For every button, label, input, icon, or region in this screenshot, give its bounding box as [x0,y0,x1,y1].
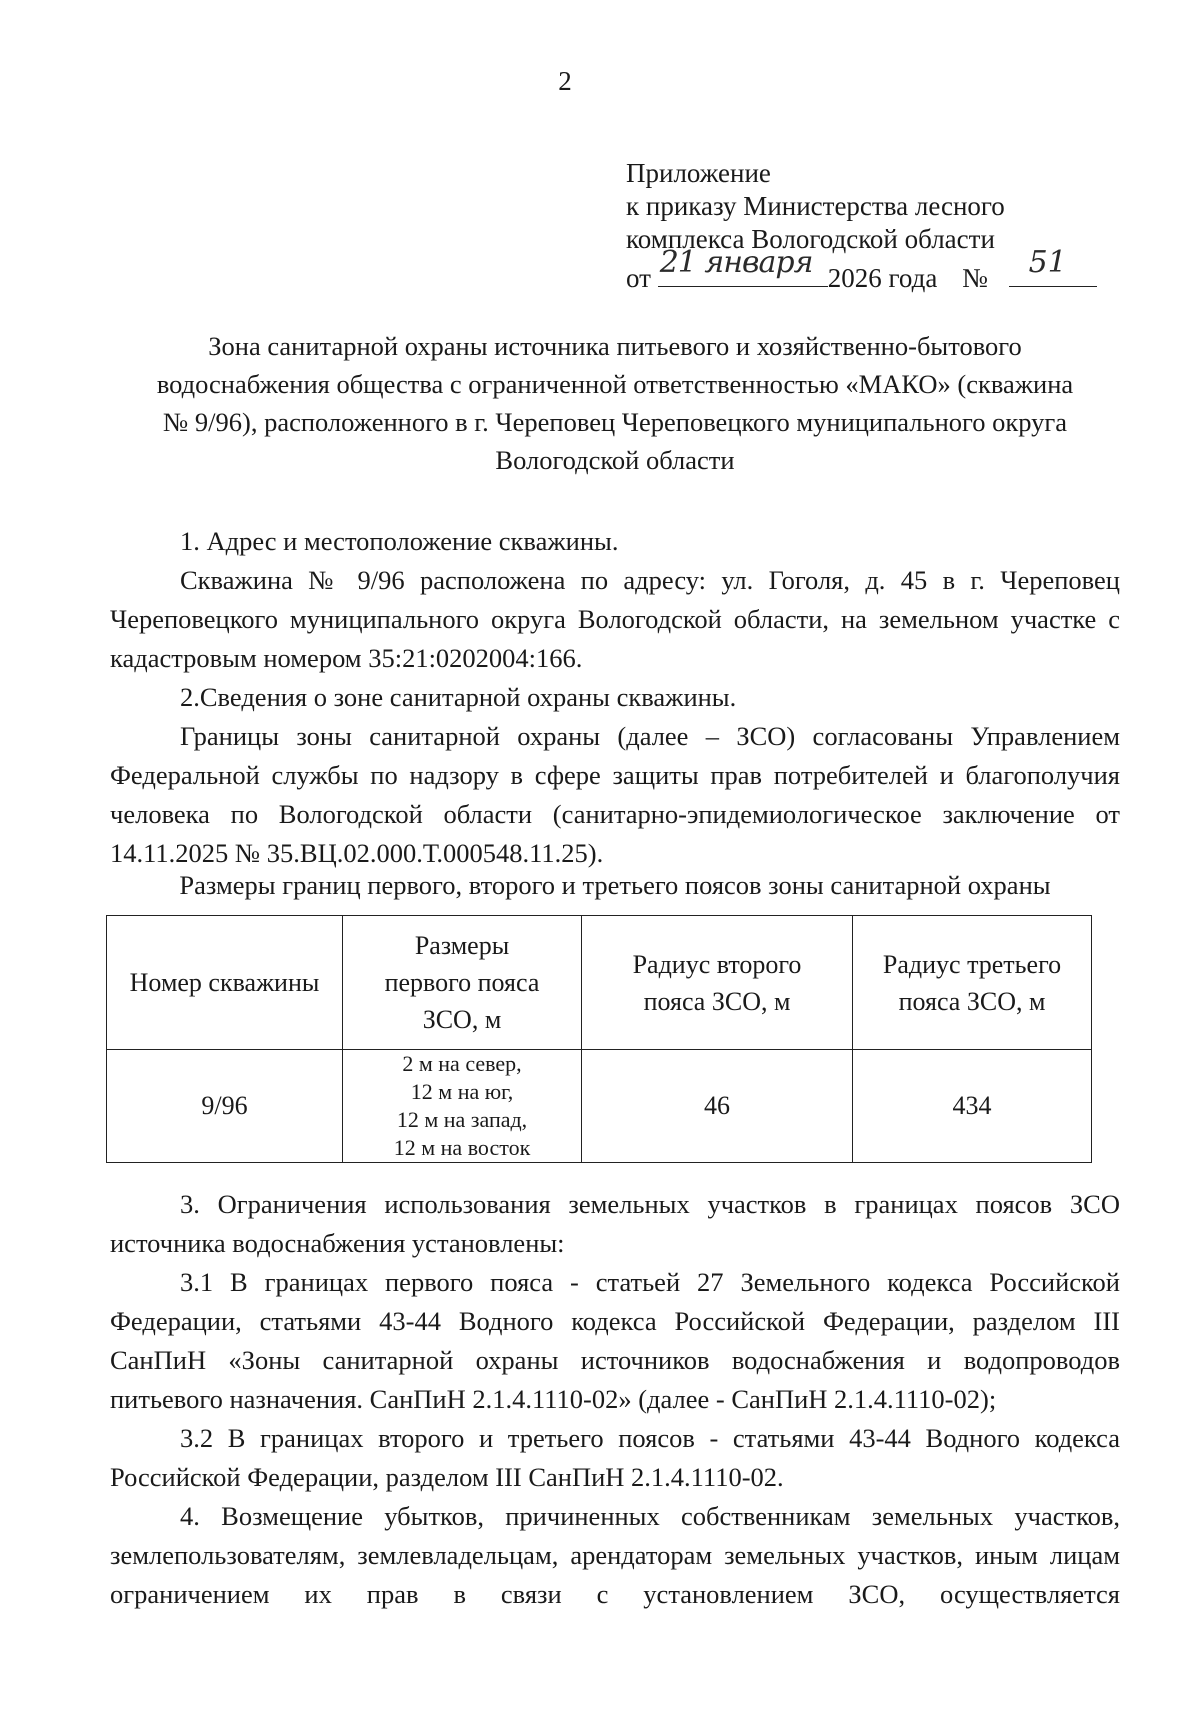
table-caption: Размеры границ первого, второго и третьего поясов зоны санитарной охраны [179,870,1051,900]
header-third-radius [853,916,1092,1050]
date-prefix: от [626,263,651,293]
sections-3-4 [110,1185,1120,1614]
table-header-row [107,916,1092,1050]
section1-text: Скважина № 9/96 расположена по адресу: ул. Гоголя, д. 45 в г. Череповец Череповецкого муниципального округа Вологодской области, на земельном участке с кадастровым номером 35:21:0202004:166. [110,565,1120,673]
header-col4-line2: пояса ЗСО, м [898,986,1046,1016]
section2-text: Границы зоны санитарной охраны (далее – ЗСО) согласованы Управлением Федеральной службы по надзору в сфере защиты прав потребителей и благополучия человека по Вологодской области (санитарно-эпидемиологическое заключение от 14.11.2025 № 35.ВЦ.02.000.Т.000548.11.25). [110,721,1120,868]
first-belt-east: 12 м на восток [393,1135,531,1160]
title-line-2: водоснабжения общества с ограниченной ответственностью «МАКО» (скважина [156,369,1074,399]
section3-item2: 3.2 В границах второго и третьего поясов - статьями 43-44 Водного кодекса Российской Федерации, разделом III СанПиН 2.1.4.1110-02. [110,1423,1120,1492]
appendix-block [626,157,1097,295]
cell-first-belt [343,1050,582,1163]
header-col1-text: Номер скважины [129,968,320,997]
appendix-line-2: к приказу Министерства лесного [626,191,1005,221]
header-col2-line3: ЗСО, м [422,1005,502,1034]
handwritten-number [1009,245,1097,287]
section2-heading: 2.Сведения о зоне санитарной охраны скважины. [180,682,737,712]
header-col3-line1: Радиус второго [632,949,802,979]
title-line-3: № 9/96), расположенного в г. Череповец Череповецкого муниципального округа [162,407,1068,437]
handwritten-date-text: 21 января [659,245,813,280]
handwritten-date [658,245,828,287]
section1-heading: 1. Адрес и местоположение скважины. [180,526,619,556]
table-row [107,1050,1092,1163]
first-belt-north: 2 м на север, [402,1051,522,1076]
header-well-number [107,916,343,1050]
zso-table [106,915,1092,1163]
appendix-date-line [626,245,1097,295]
section3-item1: 3.1 В границах первого пояса - статьей 27 Земельного кодекса Российской Федерации, статьями 43-44 Водного кодекса Российской Федерации, разделом III СанПиН «Зоны санитарной охраны источников водоснабжения и водопроводов питьевого назначения. СанПиН 2.1.4.1110-02» (далее - СанПиН 2.1.4.1110-02); [110,1267,1120,1414]
header-first-belt [343,916,582,1050]
page-number: 2 [558,66,572,96]
header-col3-line2: пояса ЗСО, м [643,986,791,1016]
header-col2-line2: первого пояса [384,968,540,997]
header-col2-line1: Размеры [414,931,510,960]
section3-heading: 3. Ограничения использования земельных участков в границах поясов ЗСО источника водоснабжения установлены: [110,1189,1120,1258]
first-belt-south: 12 м на юг, [410,1079,514,1104]
cell-well-number: 9/96 [107,1050,343,1163]
title-line-1: Зона санитарной охраны источника питьевого и хозяйственно-бытового [208,331,1022,361]
sections-1-2 [110,522,1120,873]
year-text: 2026 года [827,263,938,293]
first-belt-west: 12 м на запад, [396,1107,528,1132]
appendix-line-3: комплекса Вологодской области [626,224,995,254]
header-col4-line1: Радиус третьего [882,949,1062,979]
handwritten-number-text: 51 [1028,245,1067,280]
section4-text: 4. Возмещение убытков, причиненных собственникам земельных участков, землепользователям, землевладельцам, арендаторам земельных участков, иным лицам ограничением их прав в связи с установлением ЗСО, осуществляется [110,1501,1120,1609]
document-title [110,327,1120,479]
number-sign: № [962,263,988,293]
cell-second-radius: 46 [582,1050,853,1163]
cell-third-radius: 434 [853,1050,1092,1163]
header-second-radius [582,916,853,1050]
title-line-4: Вологодской области [495,445,735,475]
appendix-line-1: Приложение [626,158,771,188]
